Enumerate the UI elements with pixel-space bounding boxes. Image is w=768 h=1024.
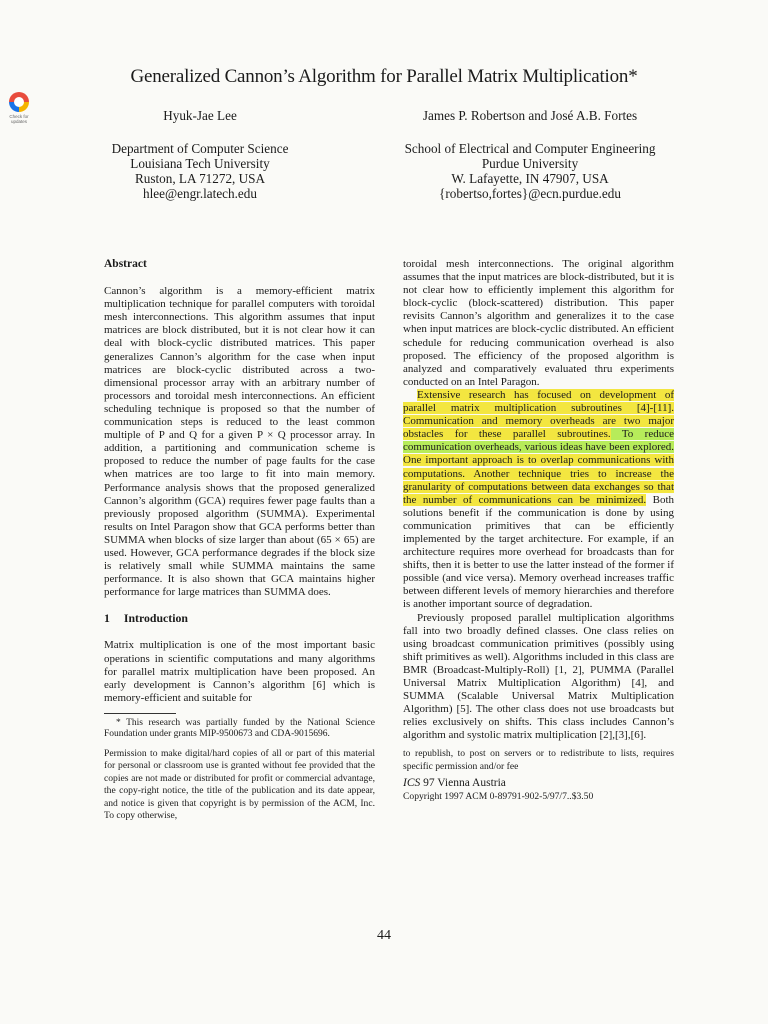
- affiliation-line: Purdue University: [481, 156, 579, 171]
- affiliation-line: Department of Computer Science: [111, 141, 289, 156]
- paragraph-highlighted: [403, 389, 674, 612]
- author-name: James P. Robertson and José A.B. Fortes: [422, 108, 638, 123]
- author-block-1: [100, 108, 300, 201]
- author-block-2: [380, 108, 680, 201]
- author-name: Hyuk-Jae Lee: [163, 108, 237, 123]
- author-email: {robertso,fortes}@ecn.purdue.edu: [439, 186, 621, 201]
- affiliation-line: School of Electrical and Computer Engineering: [404, 141, 656, 156]
- permission-notice-continued: to republish, to post on servers or to redistribute to lists, requires specific permission and/or fee: [403, 748, 674, 772]
- page-number: 44: [377, 928, 391, 943]
- intro-text: Matrix multiplication is one of the most important basic operations in scientific computations and many algorithms for parallel matrix multiplication have been proposed. An early development is Cannon’s algorithm [6] which is memory-efficient and suitable for: [104, 639, 375, 704]
- affiliation-line: Ruston, LA 71272, USA: [134, 171, 266, 186]
- paragraph: toroidal mesh interconnections. The original algorithm assumes that the input matrices are block-distributed, but it is not clear how to efficiently implement this algorithm for block-cyclic (block-scattered) distribution. This paper revisits Cannon’s algorithm and generalizes it to the case when input matrices are block-cyclic distributed. An efficient schedule for reducing communication overhead is also proposed. The efficiency of the proposed algorithm is analyzed and comparatively evaluated thru experiments conducted on an Intel Paragon.: [403, 258, 674, 388]
- conference-line: [403, 777, 674, 790]
- paper-title: Generalized Cannon’s Algorithm for Parallel Matrix Multiplication*: [130, 66, 638, 87]
- conference-place: 97 Vienna Austria: [420, 777, 506, 790]
- affiliation-line: W. Lafayette, IN 47907, USA: [451, 171, 609, 186]
- paragraph-text: Both solutions benefit if the communication is done by using communication primitives that can be efficiently implemented by the target architecture. For example, if an architecture requires more overhead for broadcasts than for shifts, then it is better to use the latter instead of the former if possible (and vice versa). Memory overhead increases traffic between different levels of memory hierarchies and therefore is another important source of degradation.: [403, 493, 674, 611]
- abstract-text: Cannon’s algorithm is a memory-efficient matrix multiplication technique for parallel computers with toroidal mesh interconnections. This algorithm assumes that input matrices are block distributed, but it is not clear how it can deal with block-cyclic distributed matrices. This paper generalizes Cannon’s algorithm for the case when input matrices are block-cyclic distributed across a two-dimensional processor array with an arbitrary number of processors and toroidal mesh interconnections. An efficient scheduling technique is proposed so that the number of communication steps is reduced to the least common multiple of P and Q for a given P × Q processor array. In addition, a partitioning and communication scheme is proposed to reduce the number of page faults for the case when matrices are too large to fit into main memory. Performance analysis shows that the proposed generalized Cannon’s algorithm (GCA) requires fewer page faults than a previously proposed algorithm (SUMMA). Experimental results on Intel Paragon show that GCA performs better than SUMMA when blocks of size larger than about (65 × 65) are used. However, GCA performance degrades if the block size is relatively small while SUMMA maintains the same performance. It is also shown that GCA maintains higher performance for large matrices than SUMMA does.: [104, 285, 375, 599]
- section-number: 1: [104, 611, 110, 626]
- left-column: [104, 258, 375, 823]
- affiliation-line: Louisiana Tech University: [130, 156, 270, 171]
- section-title: Introduction: [123, 611, 188, 626]
- permission-notice: Permission to make digital/hard copies of all or part of this material for personal or classroom use is granted without fee provided that the copies are not made or distributed for profit or commercial advantage, the copy-right notice, the title of the publication and its date appear, and notice is given that copyright is by permission of the ACM, Inc. To copy otherwise,: [104, 747, 375, 822]
- section-heading: [104, 612, 375, 625]
- copyright-line: Copyright 1997 ACM 0-89791-902-5/97/7..$3.50: [403, 790, 594, 802]
- check-for-updates-icon: [9, 92, 29, 112]
- check-for-updates-badge[interactable]: [6, 92, 32, 124]
- conference-name: ICS: [403, 777, 421, 790]
- highlight-green: To reduce communication overheads, various ideas have been explored.: [403, 428, 674, 454]
- author-email: hlee@engr.latech.edu: [143, 186, 257, 201]
- highlight-yellow: Another technique tries to increase the granularity of computations between data exchanges so that the number of communications can be minimized.: [403, 467, 674, 506]
- right-column: [403, 258, 674, 803]
- footnote: * This research was partially funded by the National Science Foundation under grants MIP-9500673 and CDA-9015696.: [104, 717, 375, 739]
- highlight-yellow: One important approach is to overlap communications with computations.: [403, 454, 674, 480]
- paragraph: Previously proposed parallel multiplication algorithms fall into two broadly defined classes. One class relies on using broadcast communication primitives (possibly using shift primitives as well). Algorithms included in this class are BMR (Broadcast-Multiply-Roll) [1, 2], PUMMA (Parallel Universal Matrix Multiplication Algorithm) [4], and SUMMA (Scalable Universal Matrix Multiplication Algorithm) [5]. The other class does not use broadcasts but relies exclusively on shifts. This class includes Cannon’s algorithm and systolic matrix multiplication [2],[3],[6].: [403, 611, 674, 742]
- abstract-heading: Abstract: [104, 258, 147, 270]
- highlight-yellow: Extensive research has focused on development of parallel matrix multiplication subroutines [4]-[11]. Communication and memory overheads are two major obstacles for these parallel subroutines.: [403, 388, 674, 441]
- footnote-rule: [104, 713, 176, 714]
- badge-label: Check for updates: [9, 114, 29, 124]
